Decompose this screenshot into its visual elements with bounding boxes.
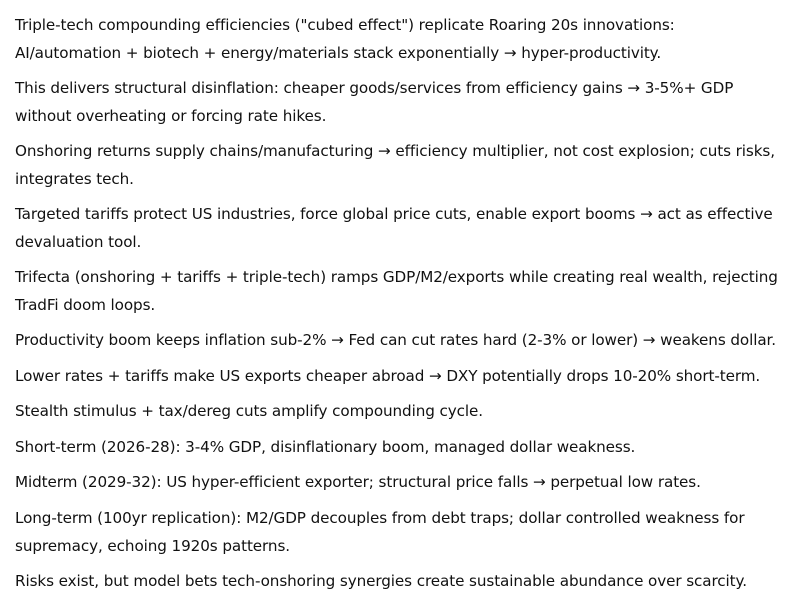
paragraph-long-term: Long-term (100yr replication): M2/GDP decouples from debt traps; dollar controlled weakness for supremacy, echoing 1920s patterns.	[15, 509, 745, 555]
paragraph-onshoring: Onshoring returns supply chains/manufacturing → efficiency multiplier, not cost explosion; cuts risks, integrates tech.	[15, 142, 775, 188]
paragraph-trifecta: Trifecta (onshoring + tariffs + triple-tech) ramps GDP/M2/exports while creating real wealth, rejecting TradFi doom loops.	[15, 268, 778, 314]
paragraph-tariffs: Targeted tariffs protect US industries, force global price cuts, enable export booms → act as effective devaluation tool.	[15, 205, 773, 251]
paragraph-risks: Risks exist, but model bets tech-onshoring synergies create sustainable abundance over scarcity.	[15, 572, 747, 590]
paragraph-productivity-boom: Productivity boom keeps inflation sub-2% → Fed can cut rates hard (2-3% or lower) → weakens dollar.	[15, 331, 777, 349]
paragraph-triple-tech: Triple-tech compounding efficiencies ("cubed effect") replicate Roaring 20s innovations: AI/automation + biotech + energy/materials stack exponentially → hyper-productivity.	[15, 16, 675, 62]
paragraph-disinflation: This delivers structural disinflation: cheaper goods/services from efficiency gains → 3-5%+ GDP without overheating or forcing rate hikes.	[15, 79, 734, 125]
paragraph-lower-rates: Lower rates + tariffs make US exports cheaper abroad → DXY potentially drops 10-20% short-term.	[15, 367, 761, 385]
paragraph-midterm: Midterm (2029-32): US hyper-efficient exporter; structural price falls → perpetual low rates.	[15, 473, 701, 491]
paragraph-stealth-stimulus: Stealth stimulus + tax/dereg cuts amplify compounding cycle.	[15, 402, 483, 420]
paragraph-short-term: Short-term (2026-28): 3-4% GDP, disinflationary boom, managed dollar weakness.	[15, 438, 636, 456]
